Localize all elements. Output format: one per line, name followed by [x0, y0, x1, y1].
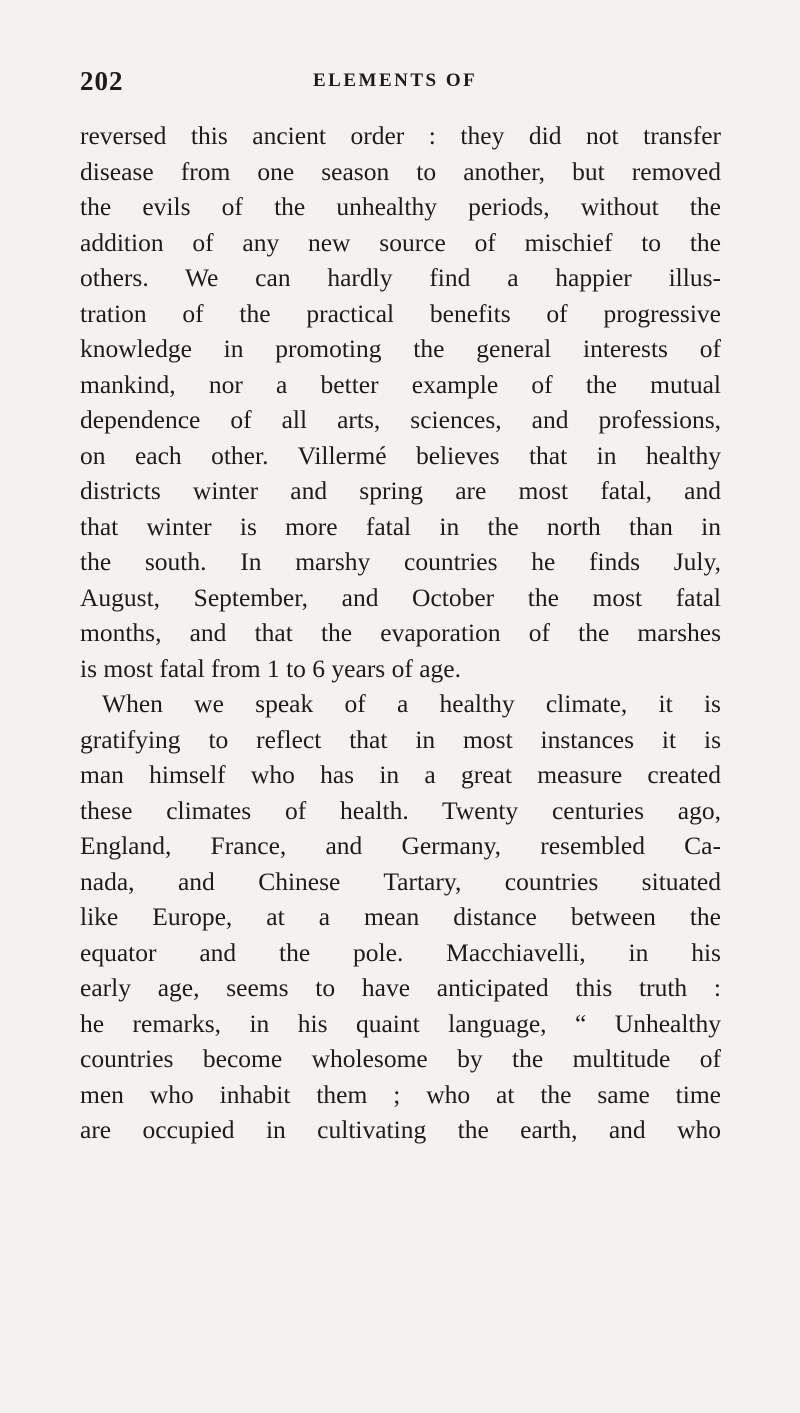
text-line: addition of any new source of mischief to the: [80, 227, 721, 257]
text-line: is most fatal from 1 to 6 years of age.: [80, 653, 461, 683]
text-line: reversed this ancient order : they did not transfer: [80, 121, 721, 150]
text-line: countries become wholesome by the multitude of: [80, 1044, 721, 1073]
text-line: When we speak of a healthy climate, it is: [102, 689, 721, 718]
text-line: early age, seems to have anticipated this truth :: [80, 973, 721, 1002]
text-line: equator and the pole. Macchiavelli, in his: [80, 937, 721, 967]
text-line: on each other. Villermé believes that in healthy: [80, 440, 721, 470]
text-line: dependence of all arts, sciences, and professions,: [80, 405, 721, 434]
running-head-title: ELEMENTS OF: [313, 70, 478, 91]
text-line: are occupied in cultivating the earth, and who: [80, 1115, 721, 1144]
text-line: August, September, and October the most fatal: [80, 582, 721, 612]
text-line: these climates of health. Twenty centuries ago,: [80, 795, 721, 825]
body-text: [80, 118, 721, 1148]
text-line: that winter is more fatal in the north than in: [80, 511, 721, 541]
text-line: knowledge in promoting the general interests of: [80, 334, 721, 363]
running-head: [80, 66, 720, 106]
text-line: England, France, and Germany, resembled Ca-: [80, 831, 721, 860]
text-line: mankind, nor a better example of the mutual: [80, 369, 721, 399]
text-line: tration of the practical benefits of progressive: [80, 298, 721, 328]
text-line: months, and that the evaporation of the marshes: [80, 618, 721, 647]
text-line: men who inhabit them ; who at the same time: [80, 1079, 721, 1109]
text-line: nada, and Chinese Tartary, countries situated: [80, 866, 721, 896]
text-line: gratifying to reflect that in most instances it is: [80, 724, 721, 754]
page-number: 202: [80, 66, 124, 96]
text-line: like Europe, at a mean distance between the: [80, 902, 721, 931]
text-line: districts winter and spring are most fatal, and: [80, 476, 721, 505]
text-line: he remarks, in his quaint language, “ Unhealthy: [80, 1008, 721, 1038]
text-line: disease from one season to another, but removed: [80, 156, 721, 186]
text-line: the south. In marshy countries he finds July,: [80, 547, 721, 576]
text-line: others. We can hardly find a happier illus-: [80, 263, 721, 292]
text-line: man himself who has in a great measure created: [80, 760, 721, 789]
text-line: the evils of the unhealthy periods, without the: [80, 192, 721, 221]
